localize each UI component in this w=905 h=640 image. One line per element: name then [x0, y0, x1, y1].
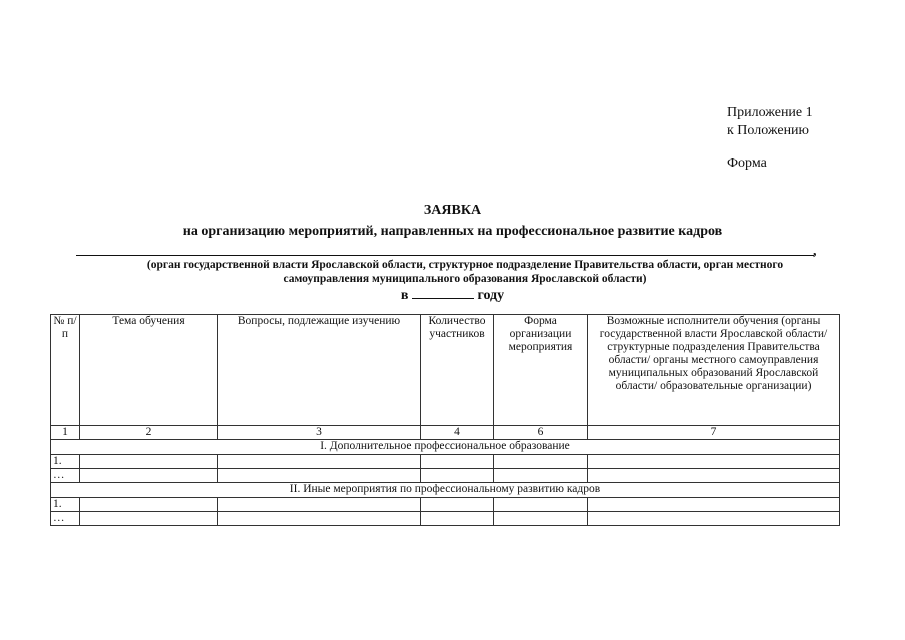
organ-caption-line-1: (орган государственной власти Ярославской области, структурное подразделение Правительства области, орган местного: [146, 259, 784, 271]
section-title: II. Иные мероприятия по профессиональному развитию кадров: [51, 483, 840, 498]
appendix-line-2: к Положению: [727, 123, 810, 138]
column-number: 2: [80, 426, 218, 440]
empty-cell[interactable]: [588, 469, 840, 483]
empty-cell[interactable]: [421, 498, 494, 512]
table-row: [51, 498, 840, 512]
empty-cell[interactable]: [588, 498, 840, 512]
column-number: 7: [588, 426, 840, 440]
header-number: № п/п: [51, 315, 80, 426]
header-topic: Тема обучения: [80, 315, 218, 426]
empty-cell[interactable]: [80, 455, 218, 469]
year-blank: [412, 288, 474, 299]
column-numbers-row: [51, 426, 840, 440]
empty-cell[interactable]: [218, 469, 421, 483]
organ-caption-line-2: самоуправления муниципального образования Ярославской области): [283, 273, 647, 285]
document-subtitle: на организацию мероприятий, направленных на профессиональное развитие кадров: [182, 224, 723, 239]
section-row: [51, 483, 840, 498]
column-number: 6: [494, 426, 588, 440]
appendix-block: [727, 104, 813, 140]
empty-cell[interactable]: [80, 512, 218, 526]
empty-cell[interactable]: [494, 512, 588, 526]
column-number: 3: [218, 426, 421, 440]
empty-cell[interactable]: [80, 498, 218, 512]
organ-fill-line: [76, 255, 814, 256]
empty-cell[interactable]: [494, 498, 588, 512]
empty-cell[interactable]: [218, 512, 421, 526]
row-number: 1.: [51, 455, 80, 469]
header-participants: Количество участников: [421, 315, 494, 426]
column-number: 4: [421, 426, 494, 440]
empty-cell[interactable]: [421, 469, 494, 483]
table-row: [51, 455, 840, 469]
empty-cell[interactable]: [421, 455, 494, 469]
empty-cell[interactable]: [494, 455, 588, 469]
year-suffix: году: [477, 288, 505, 303]
header-format: Форма организации мероприятия: [494, 315, 588, 426]
table-header-row: [51, 315, 840, 426]
row-number: …: [51, 512, 80, 526]
appendix-line-1: Приложение 1: [727, 105, 813, 120]
section-row: [51, 440, 840, 455]
column-number: 1: [51, 426, 80, 440]
header-executors: Возможные исполнители обучения (органы государственной власти Ярославской области/ структурные подразделения Правительства области/ органы местного самоуправления муниципальных образований Ярославской области/ образовательные организации): [588, 315, 840, 426]
empty-cell[interactable]: [218, 498, 421, 512]
row-number: 1.: [51, 498, 80, 512]
header-questions: Вопросы, подлежащие изучению: [218, 315, 421, 426]
empty-cell[interactable]: [218, 455, 421, 469]
empty-cell[interactable]: [494, 469, 588, 483]
empty-cell[interactable]: [421, 512, 494, 526]
empty-cell[interactable]: [80, 469, 218, 483]
table-row: [51, 469, 840, 483]
empty-cell[interactable]: [588, 455, 840, 469]
document-title: ЗАЯВКА: [423, 203, 482, 218]
fill-line-comma: ,: [813, 244, 817, 259]
year-line: [0, 288, 905, 304]
form-label: Форма: [727, 156, 767, 171]
request-table: [50, 314, 840, 526]
organ-caption: [90, 258, 840, 286]
section-title: I. Дополнительное профессиональное образование: [51, 440, 840, 455]
empty-cell[interactable]: [588, 512, 840, 526]
row-number: …: [51, 469, 80, 483]
year-prefix: в: [400, 288, 409, 303]
table-row: [51, 512, 840, 526]
